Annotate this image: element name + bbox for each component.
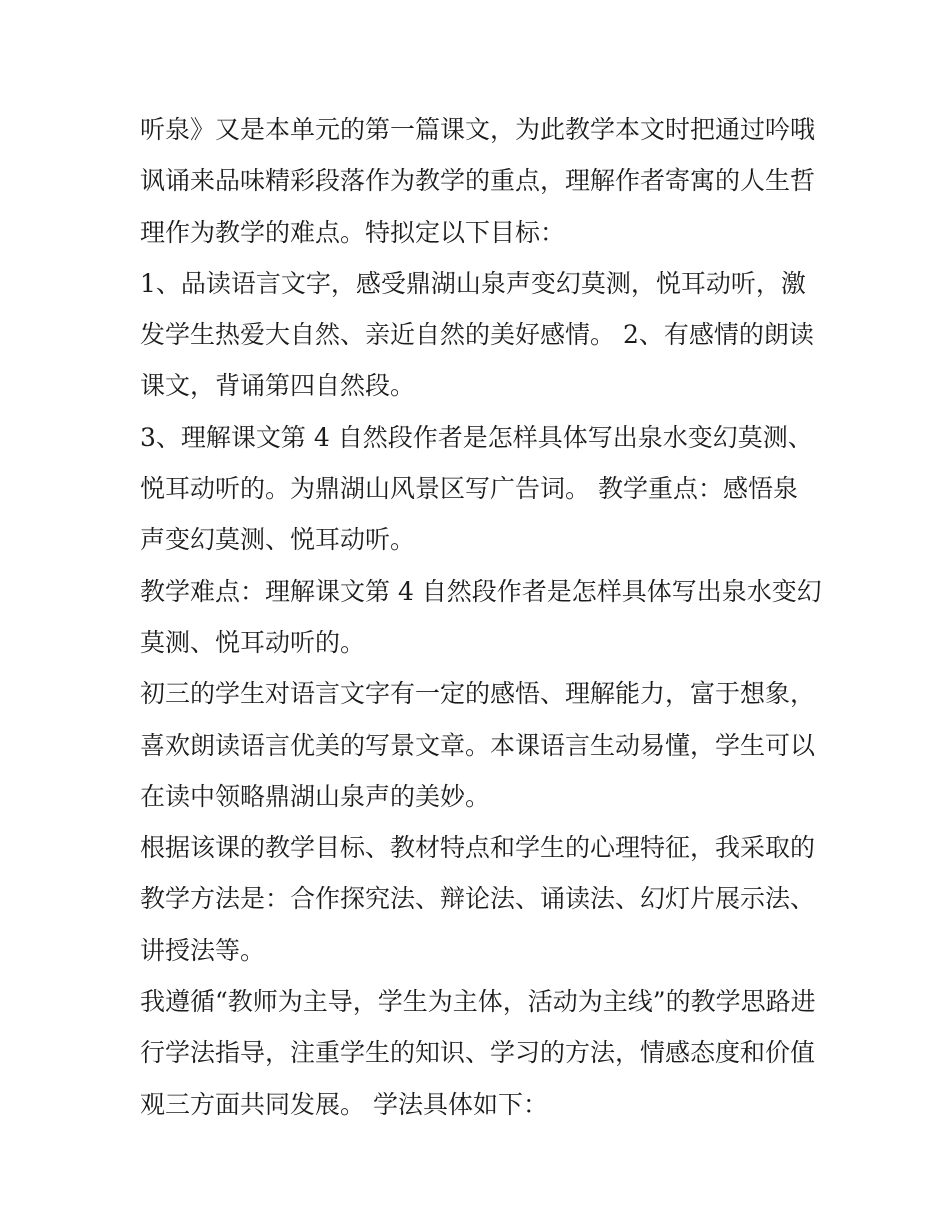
text-line: 听泉》又是本单元的第一篇课文，为此教学本文时把通过吟哦	[140, 115, 816, 144]
text-line: 根据该课的教学目标、教材特点和学生的心理特征，我采取的	[140, 833, 816, 863]
text-line: 声变幻莫测、悦耳动听。	[140, 525, 416, 555]
text-line: 我遵循“教师为主导，学生为主体，活动为主线”的教学思路进	[140, 987, 816, 1017]
text-line: 在读中领略鼎湖山泉声的美妙。	[140, 781, 491, 811]
text-line: 讲授法等。	[140, 935, 266, 965]
text-line: 喜欢朗读语言优美的写景文章。本课语言生动易懂，学生可以	[140, 730, 816, 760]
text-line: 3、理解课文第 4 自然段作者是怎样具体写出泉水变幻莫测、	[140, 422, 813, 452]
text-line: 课文，背诵第四自然段。	[140, 371, 416, 401]
text-line: 莫测、悦耳动听的。	[140, 627, 366, 657]
text-line: 理作为教学的难点。特拟定以下目标：	[140, 217, 566, 247]
text-line: 讽诵来品味精彩段落作为教学的重点，理解作者寄寓的人生哲	[140, 166, 816, 196]
document-body	[140, 104, 830, 1130]
text-line: 悦耳动听的。为鼎湖山风景区写广告词。 教学重点：感悟泉	[140, 474, 798, 504]
text-line: 发学生热爱大自然、亲近自然的美好感情。 2、有感情的朗读	[140, 320, 814, 350]
text-line: 观三方面共同发展。 学法具体如下：	[140, 1089, 548, 1119]
text-line: 教学难点：理解课文第 4 自然段作者是怎样具体写出泉水变幻	[140, 576, 822, 606]
text-line: 初三的学生对语言文字有一定的感悟、理解能力，富于想象，	[140, 679, 816, 709]
text-line: 教学方法是：合作探究法、辩论法、诵读法、幻灯片展示法、	[140, 884, 816, 914]
text-line: 行学法指导，注重学生的知识、学习的方法，情感态度和价值	[140, 1038, 816, 1068]
text-line: 1、品读语言文字，感受鼎湖山泉声变幻莫测，悦耳动听，激	[140, 268, 806, 298]
